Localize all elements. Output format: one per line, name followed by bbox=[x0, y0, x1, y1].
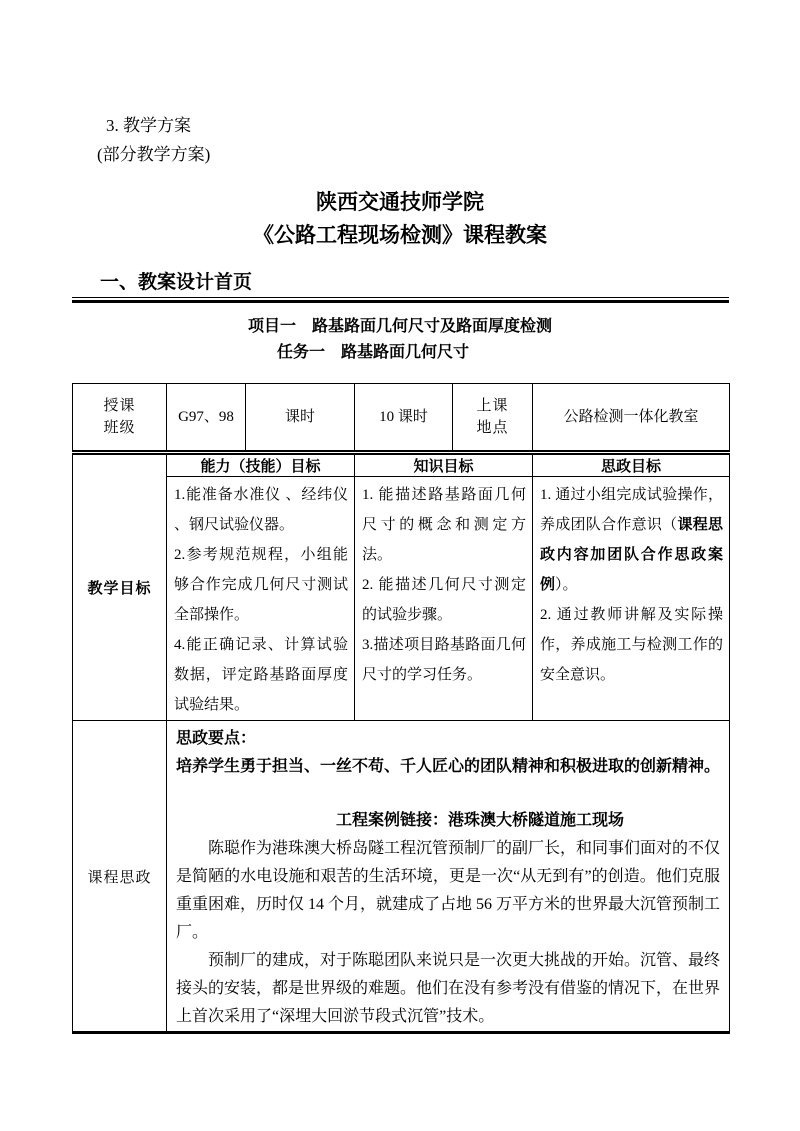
school-title: 陕西交通技师学院 bbox=[316, 191, 484, 214]
table-row bbox=[73, 721, 730, 1033]
ideology-goals-cell bbox=[533, 477, 730, 721]
knowledge-goals-cell bbox=[355, 477, 533, 721]
note-line-2: (部分教学方案) bbox=[97, 145, 211, 164]
table-row bbox=[73, 384, 730, 453]
ideology-item1-prefix: 1. 通过小组完成试验操作，养成团队合作意识（ bbox=[540, 487, 723, 533]
hours-value-cell: 10 课时 bbox=[355, 384, 453, 453]
ideology-goal-header: 思政目标 bbox=[533, 453, 730, 477]
case-paragraph-2: 预制厂的建成，对于陈聪团队来说只是一次更大挑战的开始。沉管、最终接头的安装，都是世界级的难题。他们在没有参考没有借鉴的情况下，在世界上首次采用了“深埋大回淤节段式沉管”技术。 bbox=[176, 952, 721, 1025]
doc-note bbox=[97, 111, 210, 169]
note-line-1: 3. 教学方案 bbox=[106, 116, 191, 135]
hours-label-cell: 课时 bbox=[246, 384, 355, 453]
spacer bbox=[176, 781, 720, 807]
course-title: 《公路工程现场检测》课程教案 bbox=[253, 224, 547, 247]
ability-goal-header: 能力（技能）目标 bbox=[167, 453, 355, 477]
ideology-goal-item bbox=[540, 480, 723, 600]
ideology-goal-item: 2. 通过教师讲解及实际操作，养成施工与检测工作的安全意识。 bbox=[540, 607, 723, 683]
table-row bbox=[73, 477, 730, 721]
project-caption: 项目一 路基路面几何尺寸及路面厚度检测 bbox=[247, 318, 552, 335]
class-label-line1: 授课 bbox=[103, 398, 136, 414]
objectives-row-label: 教学目标 bbox=[73, 453, 167, 721]
location-label-line1: 上课 bbox=[476, 398, 509, 414]
ideology-row-label: 课程思政 bbox=[73, 721, 167, 1033]
doc-titles bbox=[0, 186, 800, 252]
knowledge-goal-item: 3.描述项目路基路面几何尺寸的学习任务。 bbox=[362, 637, 526, 683]
class-label-line2: 班级 bbox=[103, 420, 136, 436]
ability-goal-item: 1.能准备水准仪 、经纬仪 、钢尺试验仪器。 bbox=[174, 487, 348, 533]
ideology-content-cell bbox=[167, 721, 730, 1033]
section-heading-rule bbox=[72, 298, 729, 303]
ideology-points-title: 思政要点： bbox=[176, 730, 257, 747]
class-label-cell bbox=[73, 384, 167, 453]
location-value-cell: 公路检测一体化教室 bbox=[533, 384, 730, 453]
ability-goals-cell bbox=[167, 477, 355, 721]
knowledge-goal-item: 2. 能描述几何尺寸测定的试验步骤。 bbox=[362, 577, 526, 623]
class-value-cell: G97、98 bbox=[167, 384, 246, 453]
ability-goal-item: 4.能正确记录、计算试验数据，评定路基路面厚度试验结果。 bbox=[174, 637, 348, 713]
location-label-line2: 地点 bbox=[476, 420, 509, 436]
location-label-cell bbox=[453, 384, 533, 453]
knowledge-goal-header: 知识目标 bbox=[355, 453, 533, 477]
ideology-item1-bold: 课程思政内容加团队合作思政案例 bbox=[540, 516, 723, 593]
ideology-points-body: 培养学生勇于担当、一丝不苟、千人匠心的团队精神和积极进取的创新精神。 bbox=[176, 758, 721, 775]
case-heading: 工程案例链接：港珠澳大桥隧道施工现场 bbox=[335, 812, 624, 829]
section-block bbox=[72, 271, 729, 303]
ability-goal-item: 2.参考规范规程，小组能够合作完成几何尺寸测试全部操作。 bbox=[174, 547, 348, 623]
ideology-item1-suffix: ）。 bbox=[555, 577, 578, 593]
knowledge-goal-item: 1. 能描述路基路面几何尺寸的概念和测定方法。 bbox=[362, 487, 526, 563]
case-paragraph-1: 陈聪作为港珠澳大桥岛隧工程沉管预制厂的副厂长，和同事们面对的不仅是简陋的水电设施和艰苦的生活环境，更是一次“从无到有”的创造。他们克服重重困难，历时仅 14 个月，就建成了占地 56 万平方米的世界最大沉管预制工厂。 bbox=[176, 840, 721, 941]
section-heading: 一、教案设计首页 bbox=[72, 271, 729, 298]
task-caption: 任务一 路基路面几何尺寸 bbox=[276, 344, 469, 361]
table-row bbox=[73, 453, 730, 477]
lesson-plan-table bbox=[72, 383, 730, 1034]
